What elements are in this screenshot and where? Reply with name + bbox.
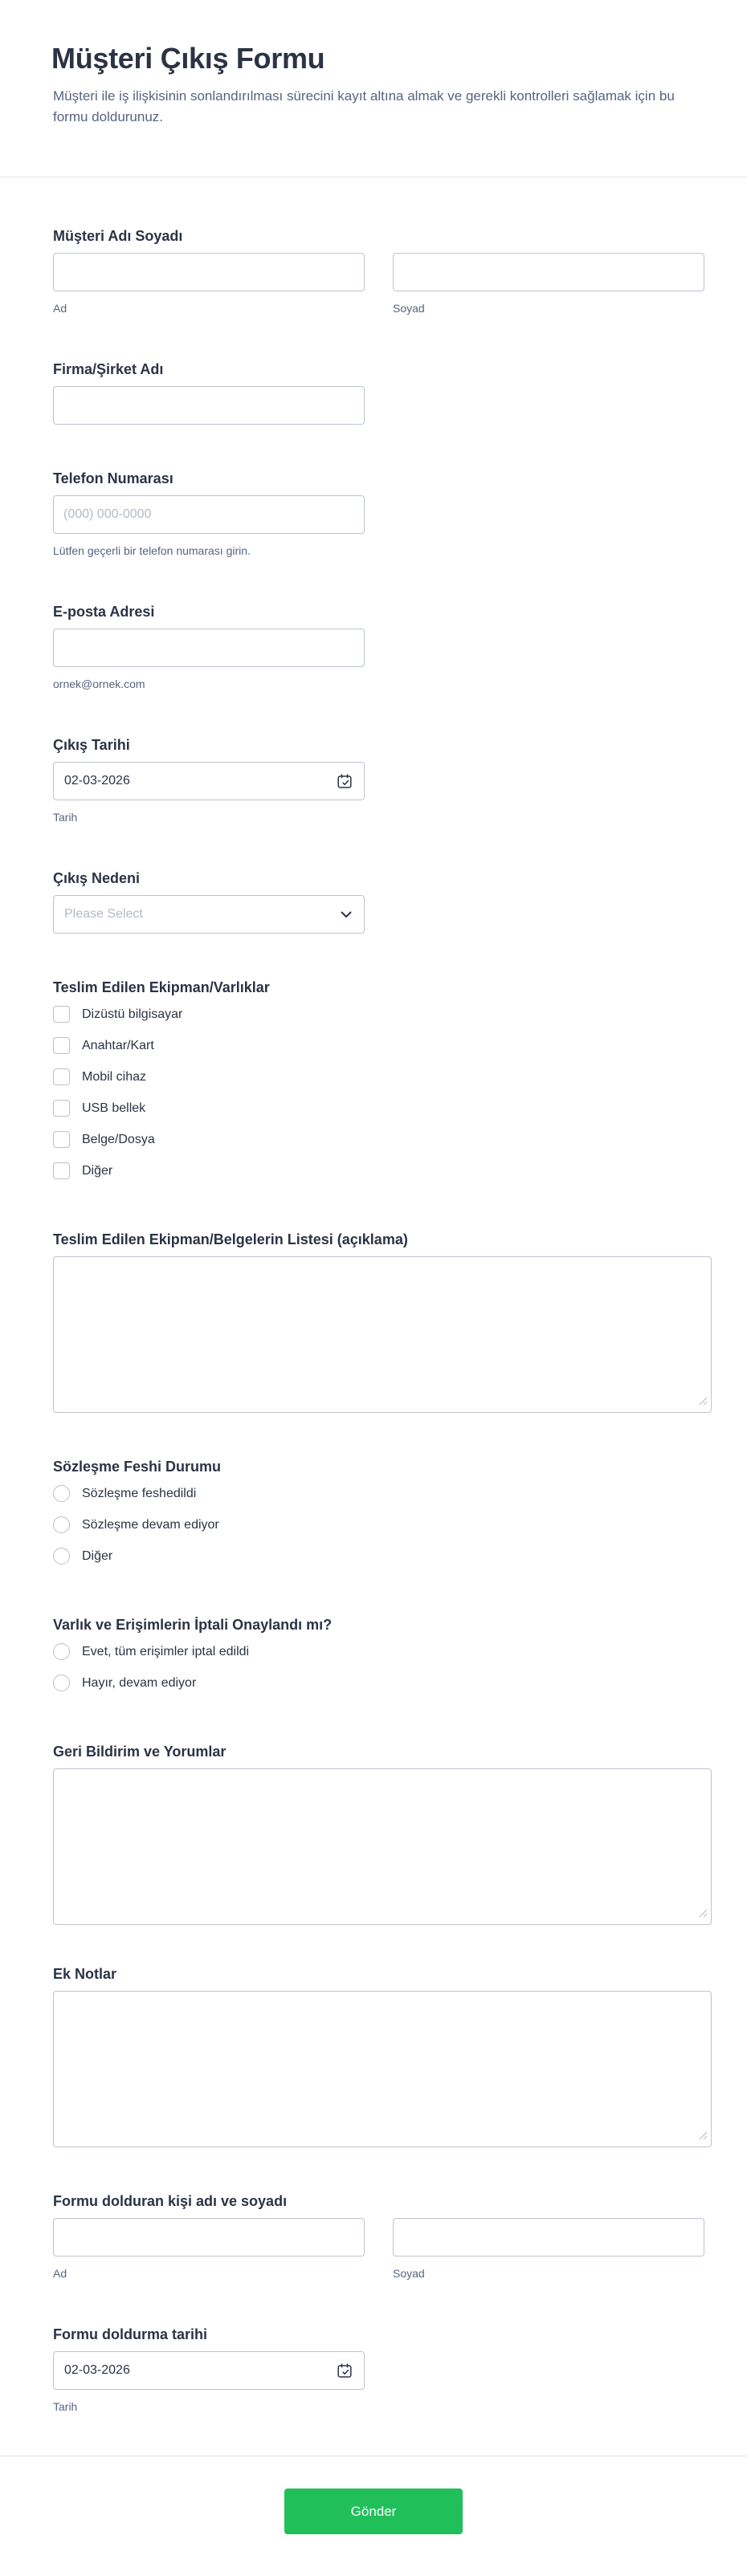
exit-reason-select[interactable] <box>53 895 365 934</box>
form-title: Müşteri Çıkış Formu <box>51 42 325 75</box>
checkbox-option-document[interactable] <box>53 1131 712 1148</box>
asset-list-label: Teslim Edilen Ekipman/Belgelerin Listesi (açıklama) <box>53 1231 408 1247</box>
access-revoked-label: Varlık ve Erişimlerin İptali Onaylandı mı? <box>53 1617 333 1633</box>
filler-name-label: Formu dolduran kişi adı ve soyadı <box>53 2193 288 2209</box>
checkbox-label: Diğer <box>82 1164 113 1178</box>
resize-handle-icon[interactable] <box>699 1909 708 1918</box>
access-revoked-options <box>53 1642 712 1691</box>
checkbox-box <box>53 1100 70 1117</box>
filler-first-name-sublabel: Ad <box>53 2267 67 2280</box>
exit-date-field[interactable] <box>53 762 365 800</box>
returned-assets-options <box>53 1004 712 1179</box>
fill-date-value: 02-03-2026 <box>64 2363 130 2377</box>
radio-label: Hayır, devam ediyor <box>82 1676 197 1690</box>
field-access-revoked <box>53 1616 712 1691</box>
exit-reason-label: Çıkış Nedeni <box>53 870 141 886</box>
email-label: E-posta Adresi <box>53 604 155 620</box>
field-exit-date <box>53 736 712 824</box>
calendar-icon[interactable] <box>337 2363 353 2379</box>
submit-section <box>0 2456 747 2576</box>
exit-reason-placeholder: Please Select <box>64 907 143 921</box>
field-contract-status <box>53 1458 712 1565</box>
fill-date-field[interactable] <box>53 2351 365 2390</box>
submit-button[interactable]: Gönder <box>284 2489 463 2534</box>
filler-name-row <box>53 2218 712 2281</box>
field-exit-reason <box>53 869 712 934</box>
filler-last-name-sublabel: Soyad <box>393 2267 425 2280</box>
phone-description: Lütfen geçerli bir telefon numarası girin. <box>53 544 251 557</box>
extra-notes-label: Ek Notlar <box>53 1966 117 1982</box>
checkbox-label: USB bellek <box>82 1101 146 1115</box>
field-company <box>53 360 712 425</box>
radio-circle <box>53 1516 70 1533</box>
filler-first-name-input[interactable] <box>53 2218 365 2257</box>
checkbox-option-usb[interactable] <box>53 1100 712 1117</box>
email-input[interactable] <box>53 629 365 667</box>
contract-status-options <box>53 1483 712 1565</box>
resize-handle-icon[interactable] <box>699 1397 708 1406</box>
phone-input[interactable] <box>53 495 365 534</box>
asset-list-textarea-wrap <box>53 1256 712 1413</box>
radio-label: Diğer <box>82 1549 113 1563</box>
resize-handle-icon[interactable] <box>699 2131 708 2140</box>
fill-date-sublabel: Tarih <box>53 2400 78 2413</box>
asset-list-textarea[interactable] <box>53 1256 712 1413</box>
form-description: Müşteri ile iş ilişkisinin sonlandırılması sürecini kayıt altına almak ve gerekli kontrolleri sağlamak için bu formu doldurunuz. <box>53 88 675 124</box>
form-body <box>0 177 747 2414</box>
phone-label: Telefon Numarası <box>53 470 173 486</box>
feedback-textarea[interactable] <box>53 1768 712 1925</box>
customer-first-name-input[interactable] <box>53 253 365 291</box>
extra-notes-textarea[interactable] <box>53 1991 712 2147</box>
radio-circle <box>53 1675 70 1691</box>
feedback-textarea-wrap <box>53 1768 712 1925</box>
customer-last-name-col <box>393 253 704 315</box>
checkbox-option-laptop[interactable] <box>53 1006 712 1023</box>
field-fill-date <box>53 2326 712 2414</box>
radio-circle <box>53 1485 70 1502</box>
customer-first-name-col <box>53 253 365 315</box>
field-phone <box>53 470 712 558</box>
field-feedback <box>53 1743 712 1925</box>
exit-date-value: 02-03-2026 <box>64 774 130 787</box>
company-label: Firma/Şirket Adı <box>53 361 164 377</box>
radio-circle <box>53 1643 70 1660</box>
field-returned-assets <box>53 979 712 1179</box>
customer-last-name-input[interactable] <box>393 253 704 291</box>
chevron-down-icon <box>341 911 352 918</box>
radio-option-terminated[interactable] <box>53 1485 712 1502</box>
company-input[interactable] <box>53 386 365 425</box>
email-sublabel: ornek@ornek.com <box>53 678 145 690</box>
fill-date-label: Formu doldurma tarihi <box>53 2326 208 2342</box>
checkbox-label: Anahtar/Kart <box>82 1039 154 1052</box>
field-customer-name <box>53 227 712 315</box>
filler-last-name-col <box>393 2218 704 2281</box>
customer-name-row <box>53 253 712 315</box>
field-filler-name <box>53 2192 712 2281</box>
calendar-icon[interactable] <box>337 774 353 789</box>
radio-option-continuing[interactable] <box>53 1516 712 1533</box>
customer-first-name-sublabel: Ad <box>53 302 67 315</box>
field-email <box>53 603 712 691</box>
filler-last-name-input[interactable] <box>393 2218 704 2257</box>
filler-first-name-col <box>53 2218 365 2281</box>
field-extra-notes <box>53 1965 712 2147</box>
checkbox-option-mobile[interactable] <box>53 1068 712 1085</box>
checkbox-option-key-card[interactable] <box>53 1037 712 1054</box>
form-header <box>0 0 747 177</box>
contract-status-label: Sözleşme Feshi Durumu <box>53 1459 222 1475</box>
exit-date-label: Çıkış Tarihi <box>53 737 130 753</box>
checkbox-label: Mobil cihaz <box>82 1070 147 1084</box>
radio-option-no-continuing[interactable] <box>53 1675 712 1691</box>
customer-name-label: Müşteri Adı Soyadı <box>53 228 183 244</box>
checkbox-label: Dizüstü bilgisayar <box>82 1007 183 1021</box>
checkbox-box <box>53 1037 70 1054</box>
customer-last-name-sublabel: Soyad <box>393 302 425 315</box>
checkbox-box <box>53 1006 70 1023</box>
checkbox-box <box>53 1068 70 1085</box>
radio-label: Sözleşme feshedildi <box>82 1487 197 1500</box>
returned-assets-label: Teslim Edilen Ekipman/Varlıklar <box>53 979 270 995</box>
checkbox-box <box>53 1162 70 1179</box>
radio-label: Evet, tüm erişimler iptal edildi <box>82 1645 250 1658</box>
feedback-label: Geri Bildirim ve Yorumlar <box>53 1744 227 1760</box>
exit-date-sublabel: Tarih <box>53 811 78 824</box>
checkbox-box <box>53 1131 70 1148</box>
radio-option-yes-revoked[interactable] <box>53 1643 712 1660</box>
checkbox-label: Belge/Dosya <box>82 1133 155 1146</box>
field-asset-list <box>53 1231 712 1413</box>
extra-notes-textarea-wrap <box>53 1991 712 2147</box>
checkbox-option-other[interactable] <box>53 1162 712 1179</box>
radio-label: Sözleşme devam ediyor <box>82 1518 219 1532</box>
radio-option-other[interactable] <box>53 1548 712 1565</box>
radio-circle <box>53 1548 70 1565</box>
